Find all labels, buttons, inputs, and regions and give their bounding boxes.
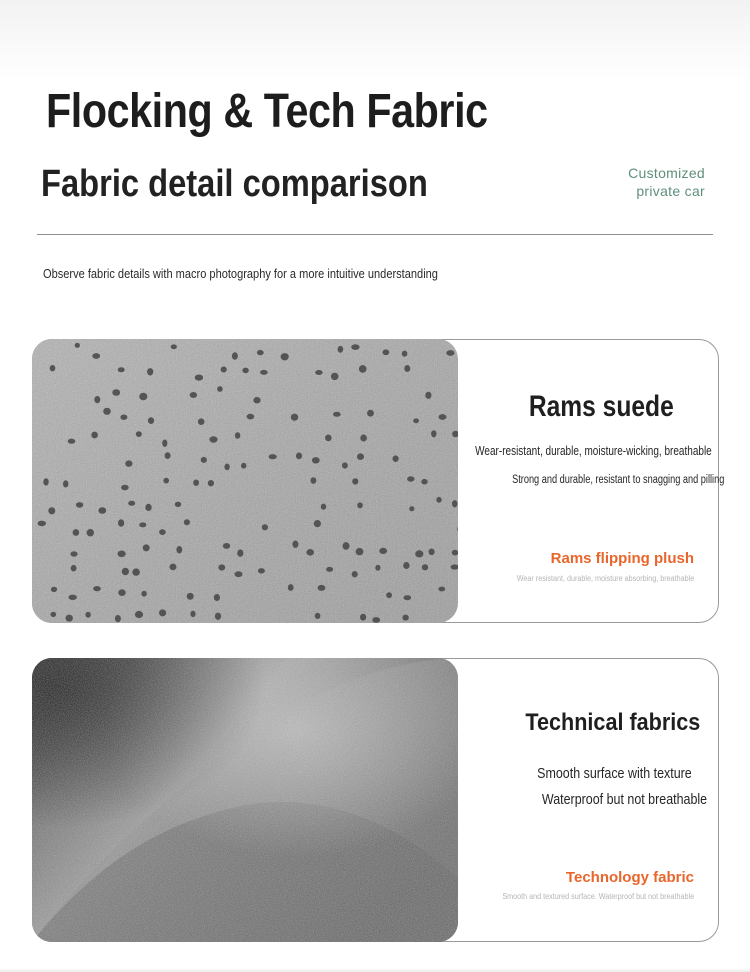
perforation-hole [258,568,265,573]
perforation-hole [367,410,374,417]
perforation-hole [235,432,240,439]
perforated-suede-swatch [32,339,458,623]
perforation-hole [421,479,427,485]
perforation-hole [48,507,55,514]
perforation-hole [343,542,350,550]
perforation-hole [325,435,332,442]
perforation-hole [145,504,151,511]
perforation-hole [187,593,194,600]
perforation-hole [431,430,436,437]
perforation-hole [85,612,90,618]
fabric-tag: Rams flipping plush [550,550,694,567]
perforation-hole [143,544,150,551]
perforation-hole [404,365,410,372]
perforation-hole [118,589,125,596]
perforation-hole [120,415,127,420]
perforation-hole [409,506,414,511]
perforation-hole [135,611,143,618]
perforation-hole [63,480,68,487]
perforation-hole [92,353,100,359]
perforation-hole [386,592,392,598]
perforation-hole [357,453,364,460]
perforation-hole [70,551,77,556]
header-divider [37,234,713,235]
brand-line-2: private car [636,183,705,199]
folded-tech-fabric-swatch [32,658,458,942]
brand-line-1: Customized [628,165,705,181]
perforation-hole [76,502,83,508]
perforation-hole [139,393,147,400]
perforation-hole [253,397,260,403]
perforation-hole [379,548,387,554]
page-title: Flocking & Tech Fabric [46,85,488,138]
perforation-hole [407,476,414,481]
perforation-hole [122,568,129,575]
perforation-hole [98,507,106,514]
perforation-hole [242,368,248,374]
technical-fabric-image [32,658,458,942]
fabric-card-technical [32,658,719,942]
perforation-hole [360,435,367,442]
fabric-card-suede [32,339,724,623]
perforation-hole [359,365,367,373]
perforation-hole [260,370,268,375]
perforation-hole [184,519,190,525]
perforation-hole [148,417,154,424]
perforation-hole [221,367,227,373]
perforation-hole [452,550,458,556]
bottom-fade [0,968,750,972]
perforation-hole [360,614,366,621]
perforation-hole [356,548,364,555]
perforation-hole [383,349,390,355]
perforation-hole [103,408,111,415]
perforation-hole [232,352,238,359]
perforation-hole [296,453,302,460]
fabric-tag-caption: Smooth and textured surface. Waterproof but not breathable [502,892,694,901]
perforation-hole [132,568,140,575]
perforation-hole [217,386,223,392]
perforation-hole [139,522,146,527]
perforation-hole [163,478,169,484]
perforation-hole [422,564,428,570]
perforation-hole [357,502,363,508]
perforation-hole [209,436,217,442]
perforation-hole [403,562,409,569]
perforation-hole [235,571,243,577]
perforation-hole [425,392,431,399]
perforation-hole [269,454,277,459]
perforation-hole [413,418,419,423]
perforation-hole [115,615,121,622]
perforation-hole [94,396,100,403]
perforation-hole [51,587,57,592]
perforation-hole [50,365,56,371]
perforation-hole [402,351,408,357]
feature-text: Strong and durable, resistant to snagging and pilling [511,474,724,486]
perforation-hole [147,368,153,375]
perforation-hole [223,543,230,549]
perforation-hole [198,418,205,425]
perforation-hole [51,612,57,617]
perforation-hole [314,520,321,527]
perforation-hole [193,480,199,486]
perforation-hole [247,414,255,420]
perforation-hole [291,414,298,421]
perforation-hole [439,414,447,420]
card-title: Technical fabrics [525,709,700,736]
brand-tagline [545,164,705,200]
perforation-hole [214,594,220,601]
perforation-hole [318,585,326,591]
perforation-hole [281,353,289,360]
suede-fabric-image [32,339,458,623]
perforation-hole [118,367,125,372]
perforation-hole [68,439,76,444]
perforation-hole [141,591,146,597]
section-title: Fabric detail comparison [41,163,428,205]
perforation-hole [218,564,225,570]
perforation-hole [171,344,177,349]
perforation-hole [75,343,80,348]
perforation-hole [342,462,348,468]
perforation-hole [125,460,132,466]
perforation-hole [208,480,214,486]
perforation-hole [66,615,73,622]
perforation-hole [136,431,142,437]
perforation-hole [201,457,207,463]
perforation-hole [69,595,77,600]
perforation-hole [165,452,171,459]
perforation-hole [338,346,344,353]
perforation-hole [43,478,48,485]
perforation-hole [170,564,177,571]
perforation-hole [393,455,399,462]
perforation-hole [176,546,182,553]
perforation-hole [372,617,380,623]
perforation-hole [87,529,94,536]
perforation-hole [190,392,197,398]
card-title: Rams suede [529,390,674,423]
perforation-hole [257,350,264,355]
perforation-hole [71,565,77,572]
intro-text: Observe fabric details with macro photography for a more intuitive understanding [43,266,438,281]
perforation-hole [312,457,320,463]
perforation-hole [175,502,181,507]
perforation-hole [315,613,321,619]
perforation-hole [402,615,408,621]
perforation-hole [375,565,380,571]
perforation-hole [128,501,135,506]
perforation-hole [351,344,359,350]
perforation-hole [436,497,441,503]
perforation-hole [288,584,294,591]
perforation-hole [404,595,412,600]
feature-text: Waterproof but not breathable [541,792,707,808]
perforation-hole [446,350,454,356]
perforation-hole [331,373,339,380]
perforation-hole [333,412,341,417]
perforation-hole [452,500,457,507]
perforation-hole [352,571,358,577]
perforation-hole [159,529,166,535]
top-fade [0,0,750,80]
perforation-hole [237,549,243,556]
perforation-hole [241,463,246,469]
perforation-hole [93,586,101,591]
fabric-tag: Technology fabric [565,869,694,886]
perforation-hole [159,609,166,616]
fabric-tag-caption: Wear resistant, durable, moisture absorbing, breathable [516,574,694,583]
perforation-hole [415,550,423,557]
feature-text: Smooth surface with texture [537,766,692,782]
perforation-hole [121,485,129,491]
perforation-hole [91,432,98,439]
perforation-hole [112,389,120,396]
perforation-hole [352,478,358,484]
perforation-hole [118,519,124,526]
perforation-hole [438,587,445,592]
perforation-hole [311,477,317,484]
perforation-hole [292,541,298,548]
perforation-hole [38,521,46,527]
perforation-hole [195,375,203,381]
perforation-hole [326,567,333,572]
feature-text: Wear-resistant, durable, moisture-wicking, breathable [475,444,712,458]
perforation-hole [429,549,435,556]
perforation-hole [262,524,268,530]
perforation-hole [215,613,221,620]
perforation-hole [224,464,229,471]
perforation-hole [118,551,126,558]
perforation-hole [321,504,326,510]
perforation-hole [162,440,167,447]
perforation-hole [315,370,322,375]
perforation-hole [306,549,314,556]
perforation-hole [73,529,80,536]
perforation-hole [190,611,195,617]
